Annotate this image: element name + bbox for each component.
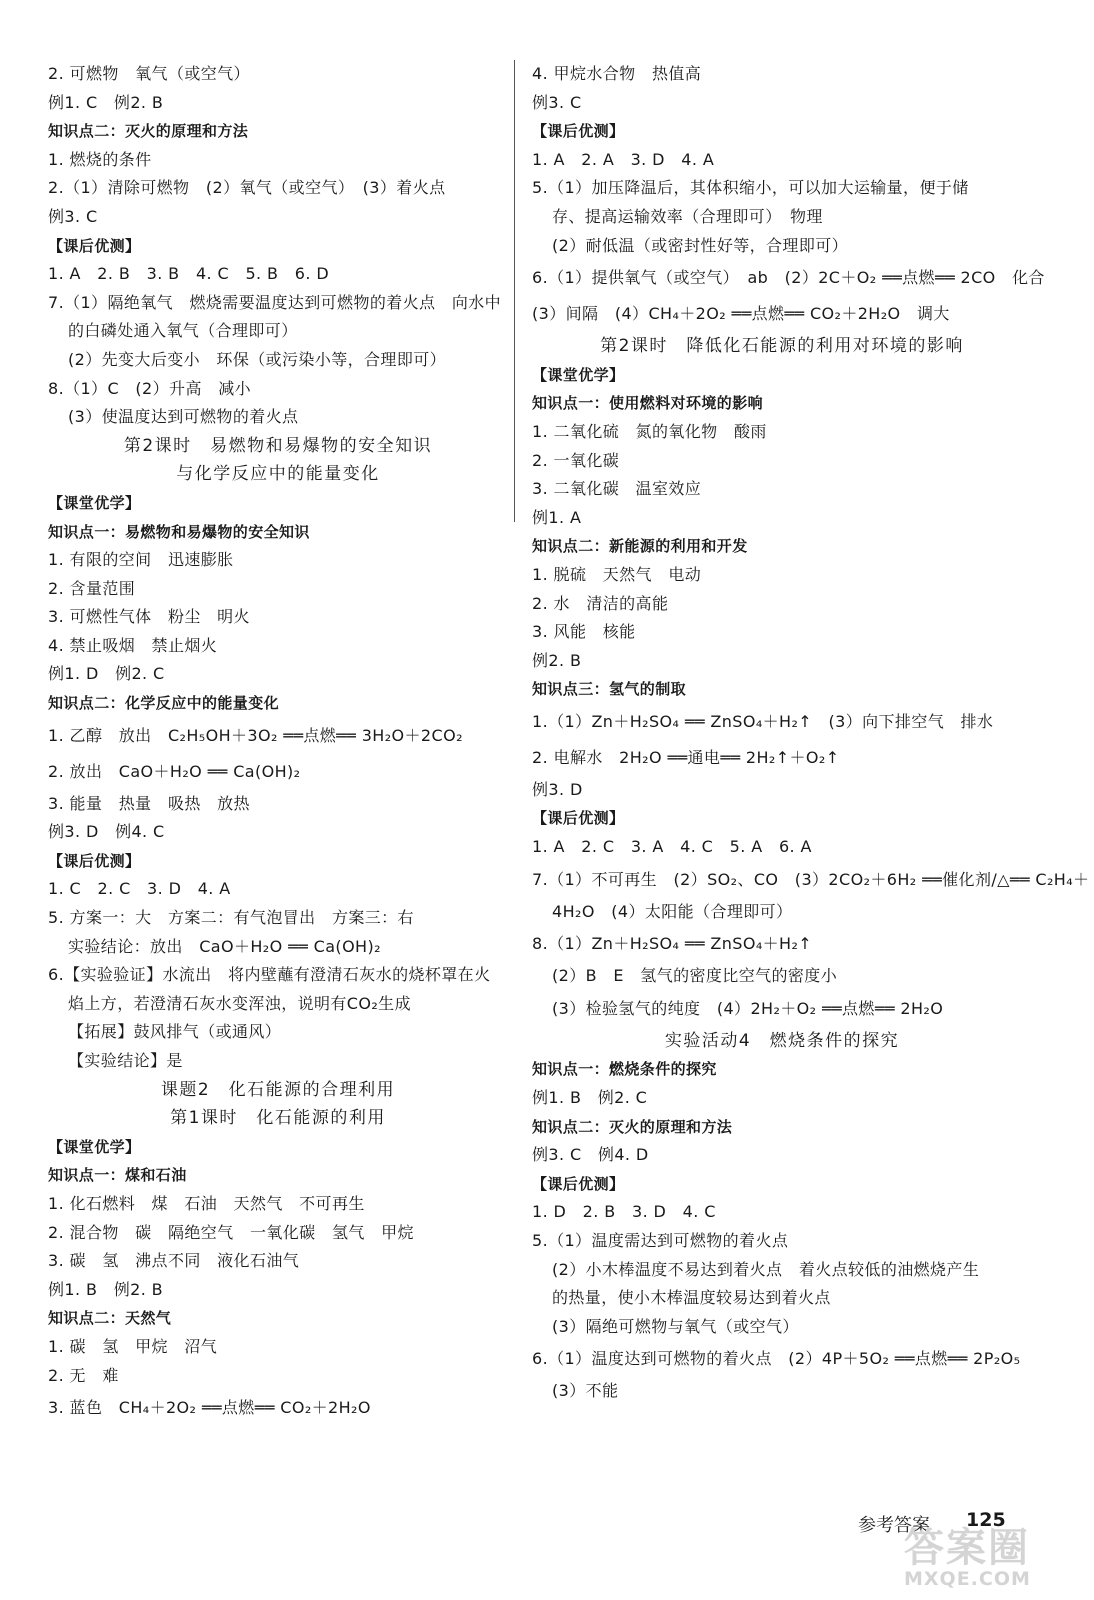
right-column [532, 60, 1090, 1406]
text-line: 6.【实验验证】水流出 将内壁蘸有澄清石灰水的烧杯罩在火 [48, 965, 491, 985]
text-line: 4H₂O (4）太阳能（合理即可） [552, 901, 793, 921]
text-line: 1. A 2. C 3. A 4. C 5. A 6. A [532, 837, 812, 857]
section-heading: 【课堂优学】 [532, 365, 625, 384]
text-line: 例2. B [532, 650, 582, 670]
footer-label: 参考答案 [858, 1515, 930, 1536]
text-line: 例3. C [48, 206, 98, 226]
equation-line: 6.（1）温度达到可燃物的着火点 (2）4P＋5O₂ ══点燃══ 2P₂O₅ [532, 1349, 1021, 1369]
text-line: 例1. A [532, 507, 582, 527]
equation-line: 2. 放出 CaO＋H₂O ══ Ca(OH)₂ [48, 761, 301, 781]
equation-line: (3）间隔 (4）CH₄＋2O₂ ══点燃══ CO₂＋2H₂O 调大 [532, 304, 950, 324]
text-line: 3. 能量 热量 吸热 放热 [48, 793, 250, 813]
equation-line: 7.（1）不可再生 (2）SO₂、CO (3）2CO₂＋6H₂ ══催化剂/△══ C₂H₄＋ [532, 869, 1090, 889]
left-column [48, 60, 508, 1426]
lesson-title: 第2课时 易燃物和易爆物的安全知识 [123, 435, 433, 456]
text-line: (2）耐低温（或密封性好等，合理即可） [552, 235, 849, 255]
section-heading: 【课后优测】 [48, 851, 141, 870]
text-line: 2. 混合物 碳 隔绝空气 一氧化碳 氢气 甲烷 [48, 1222, 414, 1242]
section-heading: 【课堂优学】 [48, 1137, 141, 1156]
text-line: (2）小木棒温度不易达到着火点 着火点较低的油燃烧产生 [552, 1259, 980, 1279]
text-line: 1. 燃烧的条件 [48, 149, 152, 169]
section-heading: 知识点一：燃烧条件的探究 [532, 1060, 717, 1079]
text-line: 2. 含量范围 [48, 578, 136, 598]
lesson-title: 与化学反应中的能量变化 [176, 464, 380, 485]
text-line: 焰上方，若澄清石灰水变浑浊，说明有CO₂生成 [68, 993, 411, 1013]
text-line: 7.（1）隔绝氧气 燃烧需要温度达到可燃物的着火点 向水中 [48, 292, 502, 312]
section-heading: 知识点三：氢气的制取 [532, 680, 687, 699]
text-line: 1. D 2. B 3. D 4. C [532, 1202, 716, 1222]
text-line: 的热量，使小木棒温度较易达到着火点 [552, 1288, 831, 1308]
equation-line: 1.（1）Zn＋H₂SO₄ ══ ZnSO₄＋H₂↑ (3）向下排空气 排水 [532, 711, 994, 731]
column-divider [514, 60, 515, 522]
text-line: 8.（1）C (2）升高 减小 [48, 378, 252, 398]
watermark-text: 答案圈 [904, 1525, 1030, 1571]
text-line: 2. 水 清洁的高能 [532, 593, 669, 613]
equation-line: 2. 电解水 2H₂O ══通电══ 2H₂↑＋O₂↑ [532, 747, 840, 767]
text-line: 4. 禁止吸烟 禁止烟火 [48, 635, 218, 655]
text-line: 2. 无 难 [48, 1365, 119, 1385]
text-line: 实验结论：放出 CaO＋H₂O ══ Ca(OH)₂ [68, 936, 381, 956]
watermark-url: MXQE.COM [904, 1568, 1031, 1590]
equation-line: 8.（1）Zn＋H₂SO₄ ══ ZnSO₄＋H₂↑ [532, 934, 813, 954]
text-line: 1. A 2. B 3. B 4. C 5. B 6. D [48, 264, 330, 284]
lesson-title: 第2课时 降低化石能源的利用对环境的影响 [600, 336, 964, 357]
text-line: (2）B E 氢气的密度比空气的密度小 [552, 966, 838, 986]
text-line: 例3. C [532, 92, 582, 112]
lesson-title: 第1课时 化石能源的利用 [170, 1108, 386, 1129]
text-line: 2. 一氧化碳 [532, 450, 620, 470]
text-line: 3. 二氧化碳 温室效应 [532, 479, 702, 499]
page-number: 125 [966, 1509, 1006, 1531]
equation-line: (3）检验氢气的纯度 (4）2H₂＋O₂ ══点燃══ 2H₂O [552, 998, 944, 1018]
text-line: 1. 碳 氢 甲烷 沼气 [48, 1336, 218, 1356]
text-line: 4. 甲烷水合物 热值高 [532, 64, 702, 83]
lesson-title: 课题2 化石能源的合理利用 [160, 1079, 396, 1100]
text-line: (3）使温度达到可燃物的着火点 [68, 407, 299, 427]
text-line: (3）隔绝可燃物与氧气（或空气） [552, 1316, 799, 1336]
section-heading: 知识点一：易燃物和易爆物的安全知识 [48, 522, 310, 541]
text-line: 例3. D 例4. C [48, 822, 165, 842]
text-line: 例1. B 例2. B [48, 1279, 164, 1299]
text-line: 2.（1）清除可燃物 (2）氧气（或空气） (3）着火点 [48, 178, 446, 198]
section-heading: 知识点一：使用燃料对环境的影响 [532, 394, 764, 413]
text-line: 【实验结论】是 [68, 1051, 183, 1070]
text-line: (3）不能 [552, 1381, 619, 1401]
text-line: 5. 方案一：大 方案二：有气泡冒出 方案三：右 [48, 908, 414, 928]
section-heading: 【课后优测】 [48, 236, 141, 255]
text-line: 例1. C 例2. B [48, 92, 164, 112]
text-line: 1. 二氧化硫 氮的氧化物 酸雨 [532, 421, 767, 441]
section-heading: 【课后优测】 [532, 809, 625, 828]
text-line: 1. A 2. A 3. D 4. A [532, 149, 715, 169]
text-line: 2. 可燃物 氧气（或空气） [48, 64, 250, 83]
text-line: 5.（1）温度需达到可燃物的着火点 [532, 1231, 789, 1250]
text-line: 例3. C 例4. D [532, 1145, 649, 1165]
section-heading: 知识点一：煤和石油 [48, 1166, 187, 1185]
text-line: 1. 有限的空间 迅速膨胀 [48, 550, 234, 570]
text-line: 1. 化石燃料 煤 石油 天然气 不可再生 [48, 1193, 365, 1213]
lesson-title: 实验活动4 燃烧条件的探究 [664, 1030, 900, 1051]
text-line: 例1. B 例2. C [532, 1088, 648, 1108]
section-heading: 知识点二：灭火的原理和方法 [532, 1117, 733, 1136]
text-line: 1. C 2. C 3. D 4. A [48, 879, 231, 899]
text-line: 例1. D 例2. C [48, 664, 165, 684]
section-heading: 【课后优测】 [532, 1174, 625, 1193]
text-line: 3. 风能 核能 [532, 622, 636, 642]
text-line: 3. 碳 氢 沸点不同 液化石油气 [48, 1251, 300, 1271]
text-line: 的白磷处通入氧气（合理即可） [68, 321, 298, 341]
text-line: (2）先变大后变小 环保（或污染小等，合理即可） [68, 349, 447, 369]
equation-line: 3. 蓝色 CH₄＋2O₂ ══点燃══ CO₂＋2H₂O [48, 1398, 371, 1418]
text-line: 5.（1）加压降温后，其体积缩小，可以加大运输量，便于储 [532, 178, 969, 198]
section-heading: 知识点二：灭火的原理和方法 [48, 122, 249, 141]
section-heading: 【课后优测】 [532, 122, 625, 141]
equation-line: 1. 乙醇 放出 C₂H₅OH＋3O₂ ══点燃══ 3H₂O＋2CO₂ [48, 725, 463, 745]
text-line: 【拓展】鼓风排气（或通风） [68, 1022, 282, 1042]
equation-line: 6.（1）提供氧气（或空气） ab (2）2C＋O₂ ══点燃══ 2CO 化合 [532, 268, 1045, 288]
text-line: 例3. D [532, 779, 583, 799]
section-heading: 知识点二：天然气 [48, 1309, 172, 1328]
section-heading: 【课堂优学】 [48, 493, 141, 512]
text-line: 3. 可燃性气体 粉尘 明火 [48, 607, 250, 627]
section-heading: 知识点二：化学反应中的能量变化 [48, 694, 280, 713]
text-line: 存、提高运输效率（合理即可） 物理 [552, 206, 823, 226]
text-line: 1. 脱硫 天然气 电动 [532, 564, 702, 584]
section-heading: 知识点二：新能源的利用和开发 [532, 537, 748, 556]
watermark-logo [904, 1525, 1084, 1592]
